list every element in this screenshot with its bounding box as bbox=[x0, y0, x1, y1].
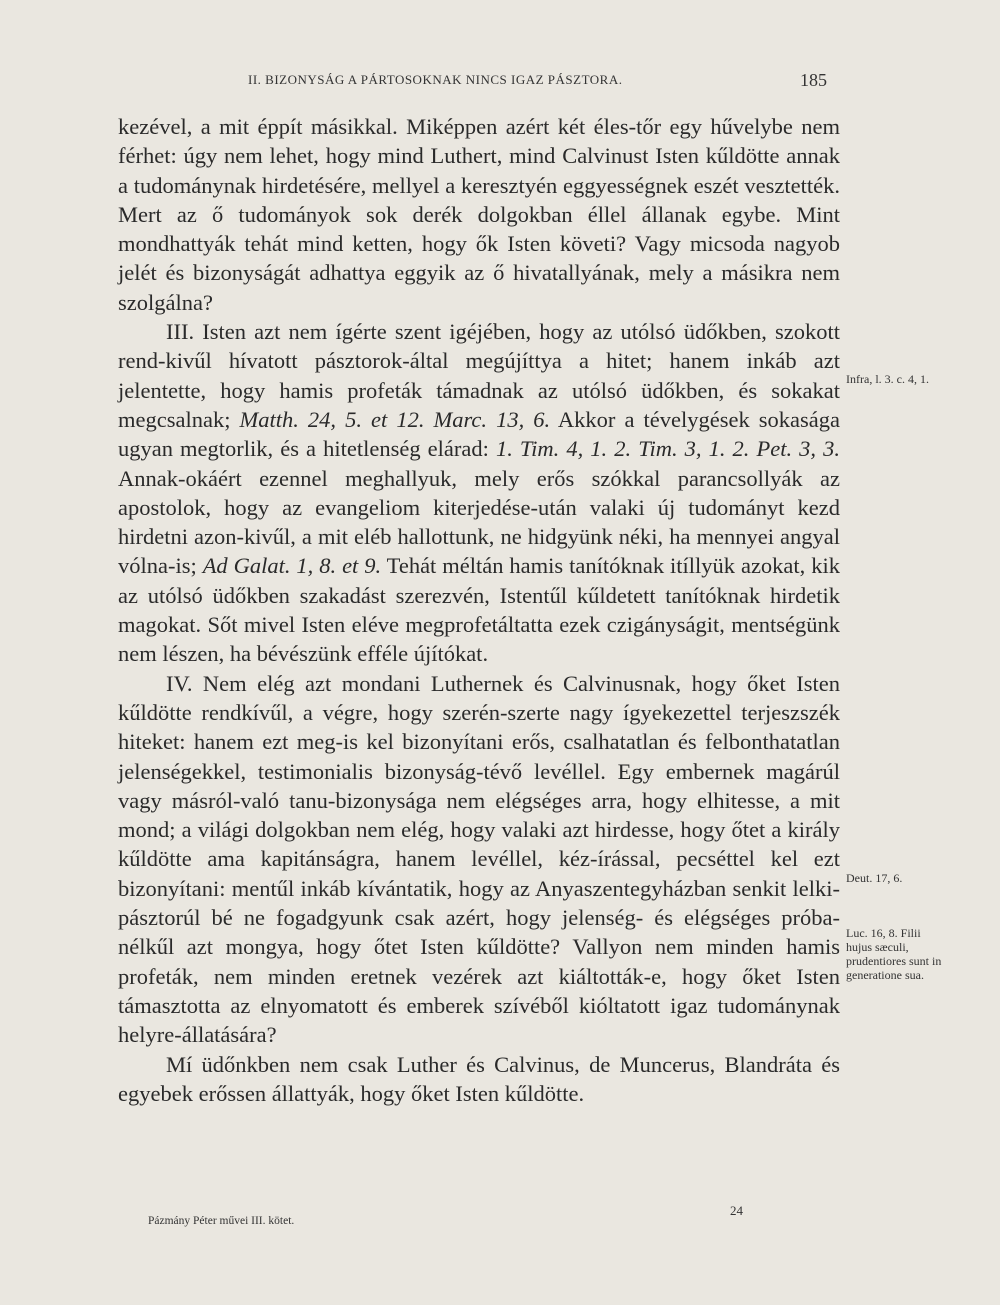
margin-note-deut: Deut. 17, 6. bbox=[846, 871, 903, 885]
publication-footer: Pázmány Péter művei III. kötet. bbox=[148, 1215, 295, 1227]
text-segment: Annak-okáért ezennel meghallyuk, mely erős szókkal parancsollyák az apostolok, hogy az evangeliom kiterjedése-után valaki új tudományt kezd hirdetni azon-kivűl, a mit eléb hallottunk, ne hidgyünk néki, ha mennyei angyal vólna-is; bbox=[118, 465, 840, 579]
paragraph bbox=[118, 112, 840, 317]
text-segment: kezével, a mit éppít másikkal. Miképpen azért két éles-tőr egy hűvelybe nem férhet: úgy nem lehet, hogy mind Luthert, mind Calvinust Isten kűldötte annak a tudománynak hirdetésére, mellyel a keresztyén eggyességnek eszét vesztették. Mert az ő tudományok sok derék dolgokban éllel állanak egybe. Mint mondhattyák tehát mind ketten, hogy ők Isten követi? Vagy micsoda nagyob jelét és bizonyságát adhattya eggyik az ő hivatallyának, mely a másikra nem szolgálna? bbox=[118, 114, 840, 315]
running-head: II. BIZONYSÁG A PÁRTOSOKNAK NINCS IGAZ PÁSZTORA. bbox=[248, 72, 623, 87]
scripture-reference: Ad Galat. 1, 8. et 9. bbox=[202, 553, 382, 579]
scripture-reference: 1. Tim. 4, 1. 2. Tim. 3, 1. 2. Pet. 3, 3. bbox=[495, 436, 840, 462]
margin-note-infra: Infra, l. 3. c. 4, 1. bbox=[846, 372, 929, 386]
text-segment: IV. Nem elég azt mondani Luthernek és Calvinusnak, hogy őket Isten kűldötte rendkívűl, a végre, hogy szerén-szerte nagy ígyekezettel terjeszszék hiteket: hanem ezt meg-is kel bizonyítani erős, csalhatatlan és felbonthatatlan jelenségekkel, testimonialis bizonyság-tévő levéllel. Egy embernek magárúl vagy másról-való tanu-bizonysága nem elégséges arra, hogy elhitesse, a mit mond; a világi dolgokban nem elég, hogy valaki azt hirdesse, hogy őtet a király kűldötte ama kapitánságra, hanem levéllel, kéz-írással, pecséttel kel ezt bizonyítani: mentűl inkáb kívántatik, hogy az Anyaszentegyházban senkit lelki-pásztorúl bé ne fogadgyunk csak azért, hogy jelenség- és elégséges próba-nélkűl azt mongya, hogy őtet Isten kűldötte? Vallyon nem minden hamis profeták, nem minden eretnek vezérek azt kiáltották-e, hogy őket Isten támasztotta az elnyomatott és emberek szívéből kióltatott igaz tudománynak helyre-állatására? bbox=[118, 670, 840, 1048]
paragraph bbox=[118, 1050, 840, 1109]
body-text bbox=[118, 112, 840, 1108]
printer-signature: 24 bbox=[730, 1203, 743, 1218]
scripture-reference: Matth. 24, 5. et 12. Marc. 13, 6. bbox=[239, 406, 551, 432]
margin-note-luc: Luc. 16, 8. Filii hujus sæculi, prudentiores sunt in generatione sua. bbox=[846, 926, 942, 982]
text-segment: Tehát méltán hamis tanítóknak itíllyük azokat, kik az utólsó üdőkben szakadást szerezvén, Istentűl kűldetett tanítóknak hirdetik magokat. Sőt mivel Isten eléve megprofetáltatta ezek czigányságit, mentségünk nem lészen, ha bévészünk efféle újítókat. bbox=[118, 553, 840, 667]
paragraph bbox=[118, 317, 840, 669]
text-segment: Mí üdőnkben nem csak Luther és Calvinus, de Muncerus, Blandráta és egyebek erőssen állattyák, hogy őket Isten kűldötte. bbox=[118, 1051, 840, 1106]
text-segment: Akkor a tévelygések sokasága ugyan megtorlik, és a hitetlenség elárad: bbox=[118, 406, 840, 462]
paragraph bbox=[118, 669, 840, 1050]
page-number: 185 bbox=[800, 70, 827, 90]
text-segment: III. Isten azt nem ígérte szent igéjében, hogy az utólsó üdőkben, szokott rend-kivűl hívatott pásztorok-által megújíttya a hitet; hanem inkáb azt jelentette, hogy hamis profeták támadnak az utólsó üdőkben, és sokakat megcsalnak; bbox=[118, 319, 840, 432]
